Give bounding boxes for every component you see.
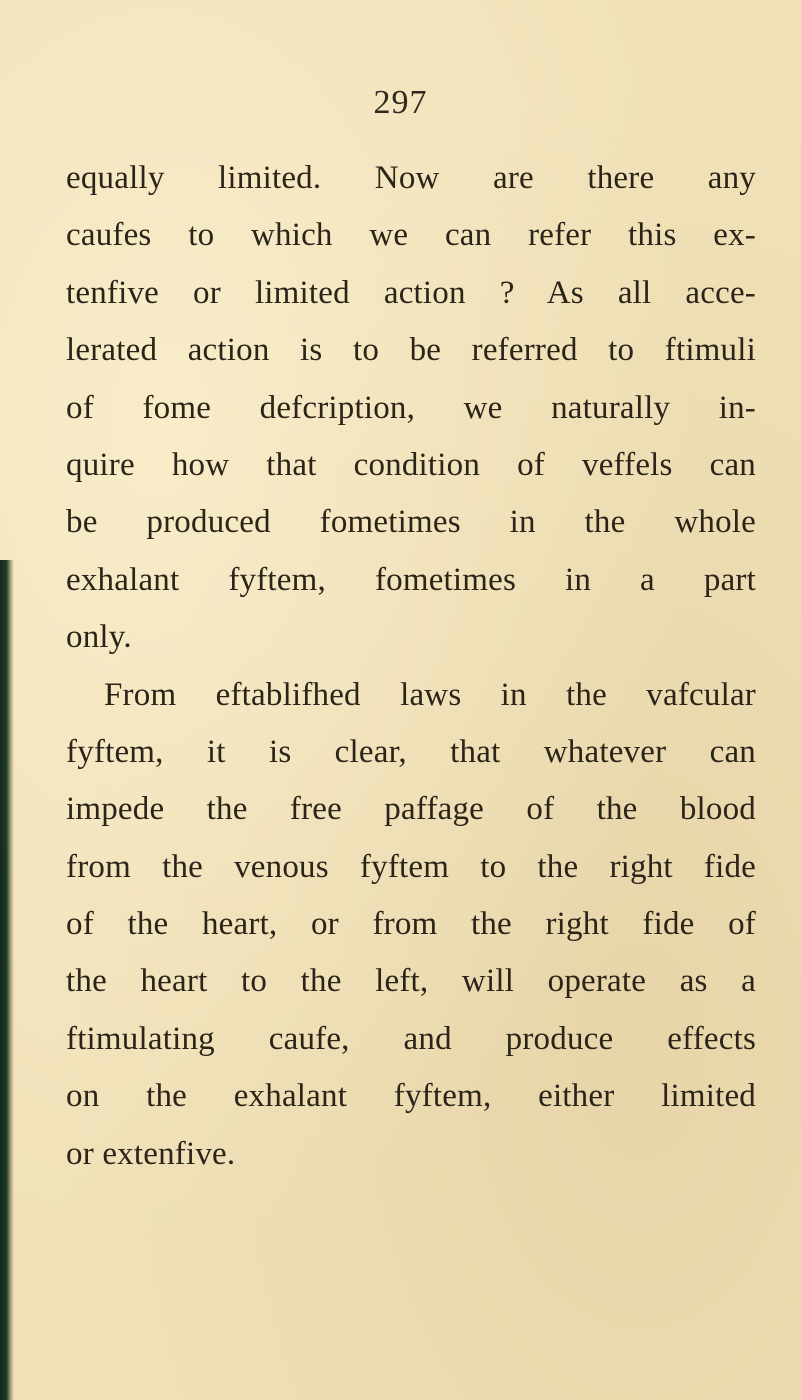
- text-line: on the exhalant fyftem, either limited: [66, 1078, 756, 1115]
- text-line: only.: [66, 619, 132, 656]
- text-line: impede the free paffage of the blood: [66, 791, 756, 828]
- text-line: of the heart, or from the right fide of: [66, 906, 756, 943]
- text-line: the heart to the left, will operate as a: [66, 963, 756, 1000]
- text-line: tenfive or limited action ? As all acce-: [66, 274, 756, 311]
- text-line: from the venous fyftem to the right fide: [66, 848, 756, 885]
- text-line: lerated action is to be referred to ftimuli: [66, 332, 756, 369]
- text-line: fyftem, it is clear, that whatever can: [66, 733, 756, 770]
- text-line: quire how that condition of veffels can: [66, 446, 756, 483]
- text-line: exhalant fyftem, fometimes in a part: [66, 561, 756, 598]
- page-number: 297: [373, 84, 428, 121]
- text-line: of fome defcription, we naturally in-: [66, 389, 756, 426]
- text-line: or extenfive.: [66, 1135, 236, 1172]
- text-line: caufes to which we can refer this ex-: [66, 217, 756, 254]
- text-line: equally limited. Now are there any: [66, 160, 756, 196]
- body-text: [66, 150, 756, 1183]
- text-line-paragraph-start: From eftablifhed laws in the vafcular: [104, 676, 756, 713]
- text-line: be produced fometimes in the whole: [66, 504, 756, 541]
- page-edge-shadow: [0, 560, 14, 1400]
- text-line: ftimulating caufe, and produce effects: [66, 1020, 756, 1057]
